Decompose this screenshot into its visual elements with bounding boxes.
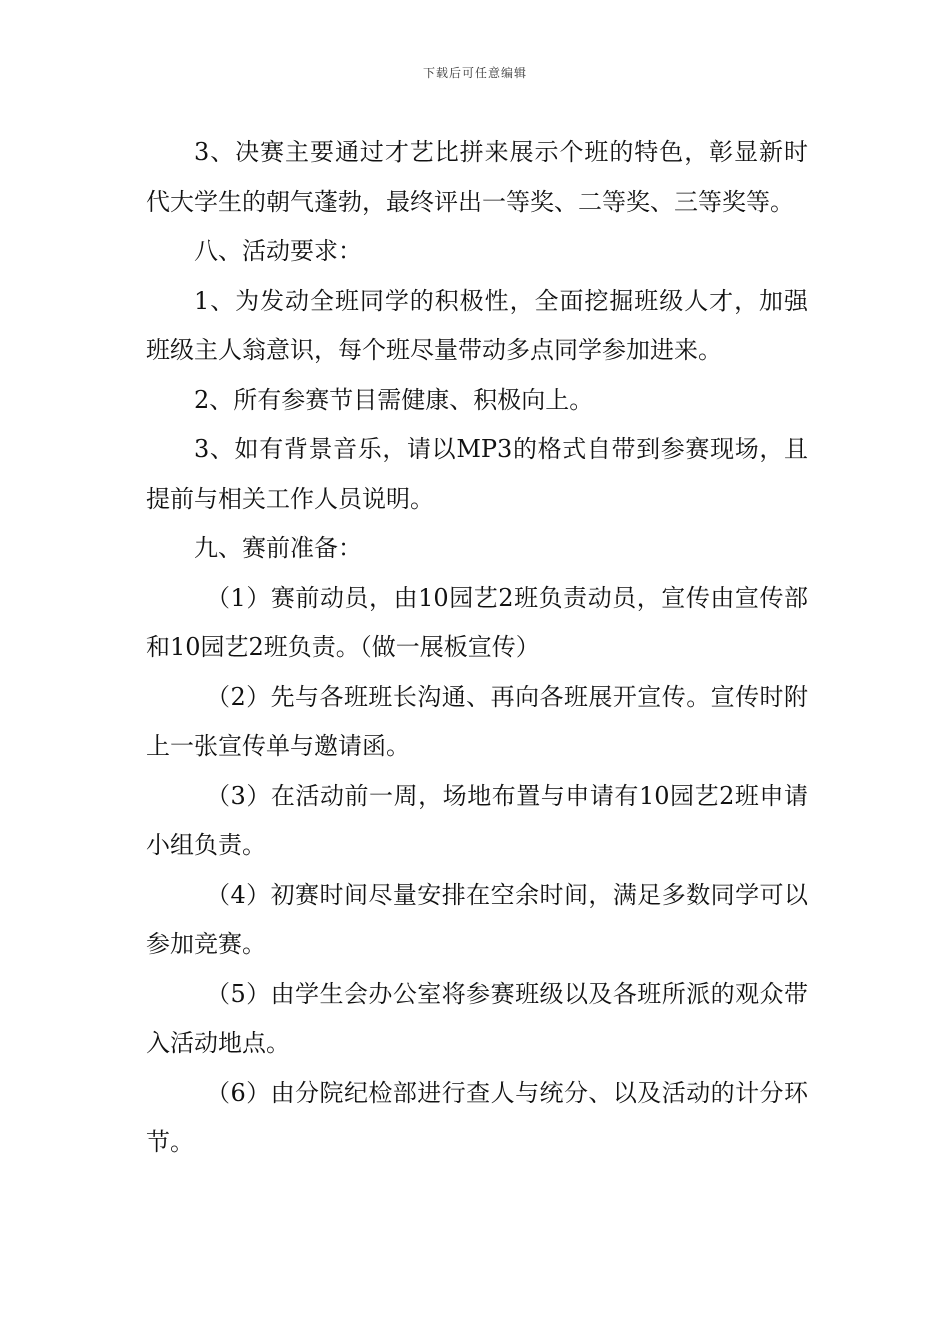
paragraph-preparation-5: （5）由学生会办公室将参赛班级以及各班所派的观众带入活动地点。 [146, 979, 808, 1057]
section-heading-preparation: 九、赛前准备： [194, 534, 362, 562]
paragraph-preparation-4: （4）初赛时间尽量安排在空余时间，满足多数同学可以参加竞赛。 [146, 880, 808, 958]
paragraph-requirement-2: 2、所有参赛节目需健康、积极向上。 [194, 385, 594, 414]
paragraph-preparation-2: （2）先与各班班长沟通、再向各班展开宣传。宣传时附上一张宣传单与邀请函。 [146, 682, 808, 760]
paragraph-final-competition: 3、决赛主要通过才艺比拼来展示个班的特色，彰显新时代大学生的朝气蓬勃，最终评出一等奖、二等奖、三等奖等。 [146, 138, 808, 216]
paragraph-requirement-3: 3、如有背景音乐，请以MP3的格式自带到参赛现场，且提前与相关工作人员说明。 [146, 435, 808, 513]
paragraph-requirement-1: 1、为发动全班同学的积极性，全面挖掘班级人才，加强班级主人翁意识，每个班尽量带动多点同学参加进来。 [146, 286, 808, 364]
section-heading-requirements: 八、活动要求： [194, 237, 362, 265]
page-header: 下载后可任意编辑 [422, 66, 527, 80]
paragraph-preparation-1: （1）赛前动员，由10园艺2班负责动员，宣传由宣传部和10园艺2班负责。（做一展板宣传） [146, 583, 808, 661]
document-body [146, 128, 808, 1168]
paragraph-preparation-3: （3）在活动前一周，场地布置与申请有10园艺2班申请小组负责。 [146, 781, 808, 859]
paragraph-preparation-6: （6）由分院纪检部进行查人与统分、以及活动的计分环节。 [146, 1078, 808, 1156]
